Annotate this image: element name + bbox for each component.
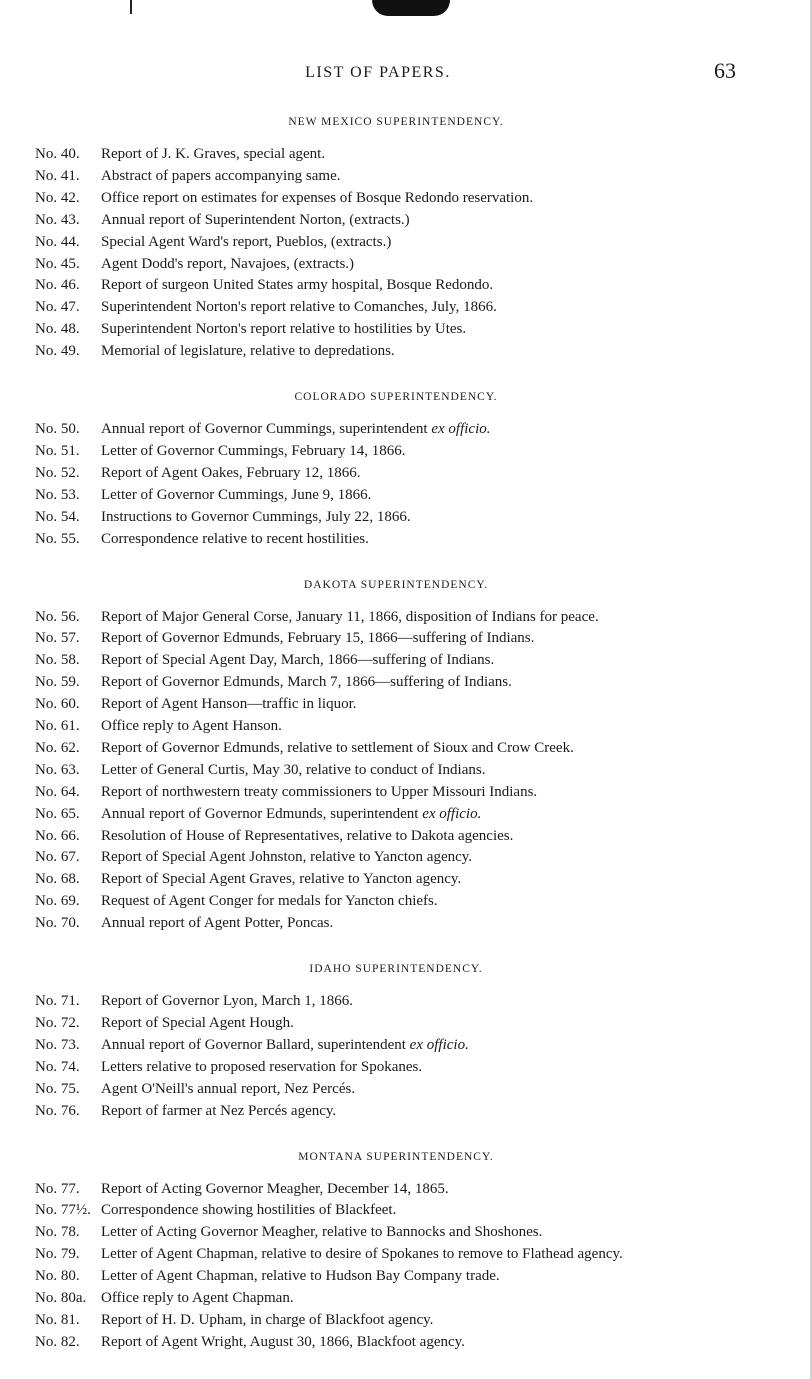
list-item <box>28 891 728 913</box>
list-item <box>28 826 728 848</box>
paper-description: Request of Agent Conger for medals for Yancton chiefs. <box>101 893 438 910</box>
list-item <box>28 297 728 319</box>
paper-number: No. 71. <box>35 993 80 1010</box>
list-item <box>28 232 728 254</box>
paper-description: Letter of Governor Cummings, February 14, 1866. <box>101 442 406 459</box>
list-item <box>28 804 728 826</box>
paper-description: Office report on estimates for expenses of Bosque Redondo reservation. <box>101 189 534 206</box>
paper-number: No. 74. <box>35 1058 80 1075</box>
list-item <box>28 869 728 891</box>
paper-number: No. 63. <box>35 761 80 778</box>
list-item <box>28 1266 728 1288</box>
paper-number: No. 81. <box>35 1311 80 1328</box>
list-item <box>28 1222 728 1244</box>
paper-description: Report of H. D. Upham, in charge of Blackfoot agency. <box>101 1311 434 1328</box>
paper-number: No. 42. <box>35 189 80 206</box>
list-item <box>28 1179 728 1201</box>
paper-description: Memorial of legislature, relative to depredations. <box>101 343 395 360</box>
paper-description: Letters relative to proposed reservation for Spokanes. <box>101 1058 423 1075</box>
paper-description: Annual report of Agent Potter, Poncas. <box>101 915 334 932</box>
paper-number: No. 60. <box>35 696 80 713</box>
list-item <box>28 716 728 738</box>
paper-number: No. 62. <box>35 739 80 756</box>
paper-description: Resolution of House of Representatives, relative to Dakota agencies. <box>101 827 514 844</box>
paper-number: No. 77. <box>35 1180 80 1197</box>
list-item <box>28 144 728 166</box>
paper-description: Report of Special Agent Hough. <box>101 1015 294 1031</box>
paper-description: Agent O'Neill's annual report, Nez Percés. <box>101 1080 356 1097</box>
paper-description: Annual report of Governor Ballard, superintendent <box>101 1036 406 1053</box>
list-item <box>28 419 728 441</box>
sections-container <box>28 116 728 1354</box>
paper-description: Instructions to Governor Cummings, July 22, 1866. <box>101 508 411 525</box>
section-title-colorado-superintendency: COLORADO SUPERINTENDENCY. <box>294 391 498 404</box>
paper-description: Letter of Agent Chapman, relative to Hudson Bay Company trade. <box>101 1268 500 1285</box>
paper-description: Letter of Acting Governor Meagher, relative to Bannocks and Shoshones. <box>101 1224 543 1241</box>
paper-number: No. 41. <box>35 167 80 184</box>
paper-number: No. 69. <box>35 893 80 910</box>
paper-number: No. 72. <box>35 1015 80 1031</box>
list-item <box>28 1310 728 1332</box>
paper-description: Correspondence showing hostilities of Blackfeet. <box>101 1202 397 1219</box>
list-item <box>28 1200 728 1222</box>
paper-description: Agent Dodd's report, Navajoes, (extracts.) <box>101 255 355 272</box>
binding-line <box>130 0 132 14</box>
paper-description: Letter of Governor Cummings, June 9, 1866. <box>101 486 372 503</box>
paper-description: Report of Special Agent Graves, relative to Yancton agency. <box>101 871 462 888</box>
paper-description: Superintendent Norton's report relative to Comanches, July, 1866. <box>101 299 497 316</box>
paper-description-italic: ex officio. <box>422 805 482 822</box>
paper-description: Special Agent Ward's report, Pueblos, (extracts.) <box>101 233 392 250</box>
paper-description: Annual report of Governor Edmunds, superintendent <box>101 805 419 822</box>
paper-number: No. 49. <box>35 343 80 360</box>
list-item <box>28 628 728 650</box>
paper-number: No. 64. <box>35 783 80 800</box>
list-item <box>28 694 728 716</box>
running-header <box>28 58 736 90</box>
paper-number: No. 52. <box>35 464 80 481</box>
paper-number: No. 51. <box>35 442 80 459</box>
list-item <box>28 210 728 232</box>
paper-number: No. 47. <box>35 299 80 316</box>
paper-number: No. 67. <box>35 849 80 866</box>
list-item <box>28 1244 728 1266</box>
list-item <box>28 607 728 629</box>
list-item <box>28 738 728 760</box>
paper-number: No. 70. <box>35 915 80 932</box>
list-item <box>28 1057 728 1079</box>
paper-description: Letter of General Curtis, May 30, relative to conduct of Indians. <box>101 761 486 778</box>
paper-number: No. 44. <box>35 233 80 250</box>
page-number: 63 <box>714 58 736 83</box>
list-item <box>28 650 728 672</box>
paper-description: Report of J. K. Graves, special agent. <box>101 146 326 162</box>
paper-number: No. 68. <box>35 871 80 888</box>
list-item <box>28 1035 728 1057</box>
list-item <box>28 166 728 188</box>
paper-description: Correspondence relative to recent hostilities. <box>101 530 369 547</box>
paper-description: Office reply to Agent Chapman. <box>101 1290 294 1307</box>
paper-number: No. 59. <box>35 674 80 691</box>
paper-description: Report of Agent Wright, August 30, 1866, Blackfoot agency. <box>101 1333 465 1350</box>
paper-number: No. 43. <box>35 211 80 228</box>
paper-description: Report of Governor Edmunds, March 7, 1866—suffering of Indians. <box>101 674 512 691</box>
paper-description: Report of Major General Corse, January 11, 1866, disposition of Indians for peace. <box>101 608 599 625</box>
paper-description: Annual report of Superintendent Norton, (extracts.) <box>101 211 410 228</box>
list-item <box>28 913 728 935</box>
list-item <box>28 441 728 463</box>
list-item <box>28 1079 728 1101</box>
paper-number: No. 73. <box>35 1036 80 1053</box>
paper-number: No. 57. <box>35 630 80 647</box>
paper-description: Annual report of Governor Cummings, superintendent <box>101 421 428 438</box>
paper-number: No. 58. <box>35 652 80 669</box>
document-page <box>28 58 736 1354</box>
paper-number: No. 79. <box>35 1246 80 1263</box>
paper-number: No. 56. <box>35 608 80 625</box>
paper-number: No. 46. <box>35 277 80 294</box>
binding-mark <box>372 0 450 16</box>
paper-description: Abstract of papers accompanying same. <box>101 167 341 184</box>
list-item <box>28 672 728 694</box>
paper-number: No. 45. <box>35 255 80 272</box>
paper-description: Letter of Agent Chapman, relative to desire of Spokanes to remove to Flathead agency. <box>101 1246 623 1263</box>
paper-number: No. 75. <box>35 1080 80 1097</box>
paper-description: Report of Special Agent Day, March, 1866—suffering of Indians. <box>101 652 495 669</box>
section-title-idaho-superintendency: IDAHO SUPERINTENDENCY. <box>309 963 483 976</box>
paper-number: No. 50. <box>35 421 80 438</box>
list-item <box>28 1101 728 1123</box>
paper-description: Report of Governor Edmunds, relative to settlement of Sioux and Crow Creek. <box>101 739 574 756</box>
list-item <box>28 254 728 276</box>
paper-number: No. 53. <box>35 486 80 503</box>
list-item <box>28 1013 728 1035</box>
list-item <box>28 529 728 551</box>
list-item <box>28 847 728 869</box>
list-item <box>28 991 728 1013</box>
paper-description: Report of farmer at Nez Percés agency. <box>101 1102 337 1119</box>
paper-description: Report of Governor Edmunds, February 15, 1866—suffering of Indians. <box>101 630 535 647</box>
paper-number: No. 65. <box>35 805 80 822</box>
list-item <box>28 760 728 782</box>
list-item <box>28 1288 728 1310</box>
paper-description: Report of Special Agent Johnston, relative to Yancton agency. <box>101 849 473 866</box>
paper-number: No. 78. <box>35 1224 80 1241</box>
list-item <box>28 1332 728 1354</box>
paper-number: No. 54. <box>35 508 80 525</box>
paper-number: No. 82. <box>35 1333 80 1350</box>
paper-number: No. 80. <box>35 1268 80 1285</box>
section-title-dakota-superintendency: DAKOTA SUPERINTENDENCY. <box>303 578 489 591</box>
paper-description-italic: ex officio. <box>431 421 491 438</box>
paper-description: Superintendent Norton's report relative to hostilities by Utes. <box>101 321 467 338</box>
paper-description: Report of northwestern treaty commissioners to Upper Missouri Indians. <box>101 783 538 800</box>
list-item <box>28 507 728 529</box>
paper-number: No. 80a. <box>35 1290 87 1307</box>
paper-description: Report of Acting Governor Meagher, December 14, 1865. <box>101 1180 449 1197</box>
paper-description: Office reply to Agent Hanson. <box>101 718 282 735</box>
list-item <box>28 782 728 804</box>
section-title-montana-superintendency: MONTANA SUPERINTENDENCY. <box>298 1150 494 1163</box>
list-item <box>28 319 728 341</box>
paper-number: No. 61. <box>35 718 80 735</box>
paper-number: No. 55. <box>35 530 80 547</box>
paper-number: No. 76. <box>35 1102 80 1119</box>
list-item <box>28 463 728 485</box>
paper-description: Report of Agent Hanson—traffic in liquor. <box>101 696 357 713</box>
paper-number: No. 77½. <box>35 1202 91 1219</box>
list-item <box>28 485 728 507</box>
list-item <box>28 188 728 210</box>
paper-number: No. 48. <box>35 321 80 338</box>
paper-description: Report of Governor Lyon, March 1, 1866. <box>101 993 354 1010</box>
section-title-new-mexico-superintendency: NEW MEXICO SUPERINTENDENCY. <box>288 116 504 128</box>
paper-description-italic: ex officio. <box>409 1036 469 1053</box>
paper-description: Report of Agent Oakes, February 12, 1866. <box>101 464 361 481</box>
paper-number: No. 66. <box>35 827 80 844</box>
list-item <box>28 341 728 363</box>
paper-number: No. 40. <box>35 146 80 162</box>
paper-description: Report of surgeon United States army hospital, Bosque Redondo. <box>101 277 494 294</box>
list-item <box>28 275 728 297</box>
page-title: LIST OF PAPERS. <box>305 64 451 81</box>
